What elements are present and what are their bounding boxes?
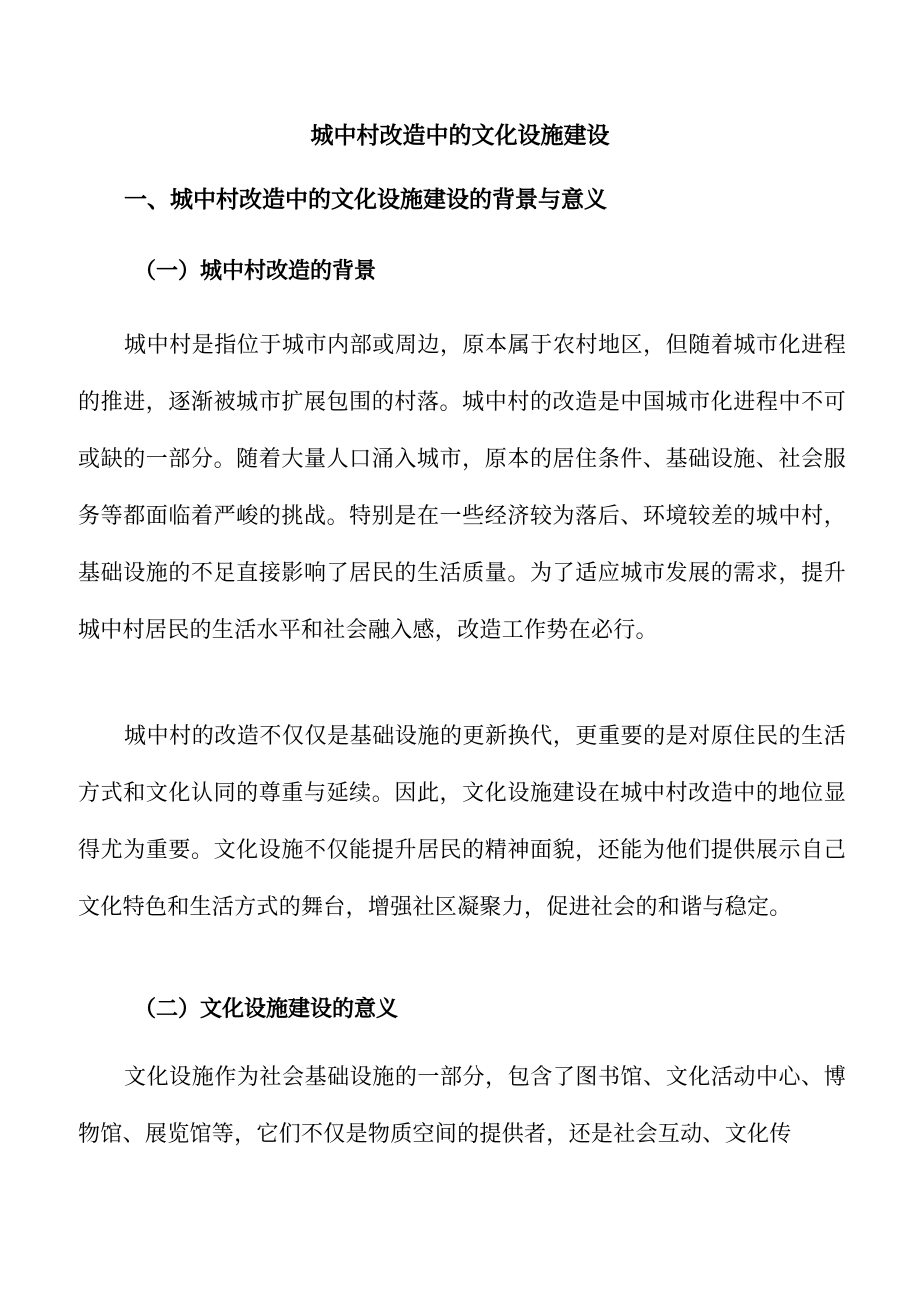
document-title: 城中村改造中的文化设施建设 xyxy=(310,122,610,149)
subsection-heading-significance: （二）文化设施建设的意义 xyxy=(134,996,399,1022)
paragraph-background-2: 城中村的改造不仅仅是基础设施的更新换代，更重要的是对原住民的生活方式和文化认同的尊重与延续。因此，文化设施建设在城中村改造中的地位显得尤为重要。文化设施不仅能提升居民的精神面貌，还能为他们提供展示自己文化特色和生活方式的舞台，增强社区凝聚力，促进社会的和谐与稳定。 xyxy=(78,724,846,920)
subsection-heading-background: （一）城中村改造的背景 xyxy=(134,258,377,284)
section-heading-1: 一、城中村改造中的文化设施建设的背景与意义 xyxy=(124,186,607,213)
paragraph-background-1: 城中村是指位于城市内部或周边，原本属于农村地区，但随着城市化进程的推进，逐渐被城市扩展包围的村落。城中村的改造是中国城市化进程中不可或缺的一部分。随着大量人口涌入城市，原本的居住条件、基础设施、社会服务等都面临着严峻的挑战。特别是在一些经济较为落后、环境较差的城中村，基础设施的不足直接影响了居民的生活质量。为了适应城市发展的需求，提升城中村居民的生活水平和社会融入感，改造工作势在必行。 xyxy=(78,333,846,643)
paragraph-significance-1: 文化设施作为社会基础设施的一部分，包含了图书馆、文化活动中心、博物馆、展览馆等，它们不仅是物质空间的提供者，还是社会互动、文化传 xyxy=(78,1065,846,1147)
